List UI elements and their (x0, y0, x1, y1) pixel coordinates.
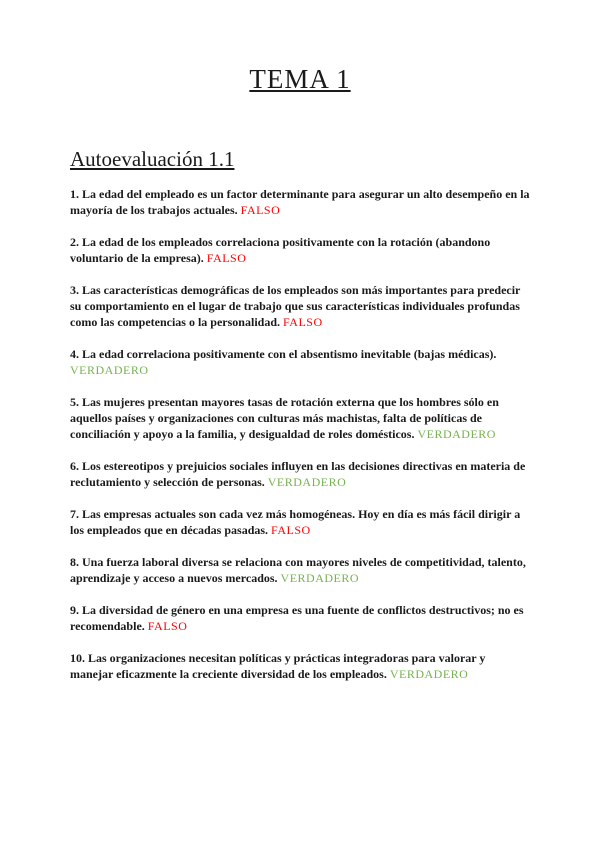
answer-label: FALSO (206, 251, 247, 265)
page-title: TEMA 1 (249, 64, 351, 94)
answer-label: FALSO (283, 315, 323, 329)
answer-label: VERDADERO (70, 363, 149, 377)
question-text: 1. La edad del empleado es un factor determinante para asegurar un alto desempeño en la mayoría de los trabajos actuales. (70, 187, 530, 217)
question (70, 602, 530, 634)
question-text: 4. La edad correlaciona positivamente con el absentismo inevitable (bajas médicas). (70, 347, 497, 361)
question-list (70, 186, 530, 682)
question-text: 8. Una fuerza laboral diversa se relaciona con mayores niveles de competitividad, talento, aprendizaje y acceso a nuevos mercados. (70, 555, 526, 585)
answer-label: VERDADERO (280, 571, 360, 585)
answer-label: FALSO (240, 203, 281, 217)
question (70, 506, 530, 538)
question (70, 346, 530, 378)
question (70, 554, 530, 586)
question-text: 5. Las mujeres presentan mayores tasas de rotación externa que los hombres sólo en aquellos países y organizaciones con culturas más machistas, falta de políticas de conciliación y apoyo a la familia, y desigualdad de roles domésticos. (70, 395, 499, 441)
question (70, 650, 530, 682)
question (70, 282, 530, 330)
question-text: 7. Las empresas actuales son cada vez más homogéneas. Hoy en día es más fácil dirigir a los empleados que en décadas pasadas. (70, 507, 521, 537)
question-text: 2. La edad de los empleados correlaciona positivamente con la rotación (abandono voluntario de la empresa). (70, 235, 491, 265)
question-text: 3. Las características demográficas de los empleados son más importantes para predecir su comportamiento en el lugar de trabajo que sus características individuales profundas como las competencias o la personalidad. (70, 283, 521, 329)
question-text: 10. Las organizaciones necesitan políticas y prácticas integradoras para valorar y manejar eficazmente la creciente diversidad de los empleados. (70, 651, 486, 681)
question (70, 458, 530, 490)
question-text: 9. La diversidad de género en una empresa es una fuente de conflictos destructivos; no es recomendable. (70, 603, 524, 633)
question (70, 394, 530, 442)
answer-label: VERDADERO (417, 427, 496, 441)
answer-label: VERDADERO (389, 667, 469, 681)
section-heading: Autoevaluación 1.1 (70, 147, 235, 171)
answer-label: FALSO (271, 523, 311, 537)
answer-label: VERDADERO (267, 475, 347, 489)
question-text: 6. Los estereotipos y prejuicios sociales influyen en las decisiones directivas en materia de reclutamiento y selección de personas. (70, 459, 526, 489)
answer-label: FALSO (147, 619, 188, 633)
question (70, 186, 530, 218)
question (70, 234, 530, 266)
